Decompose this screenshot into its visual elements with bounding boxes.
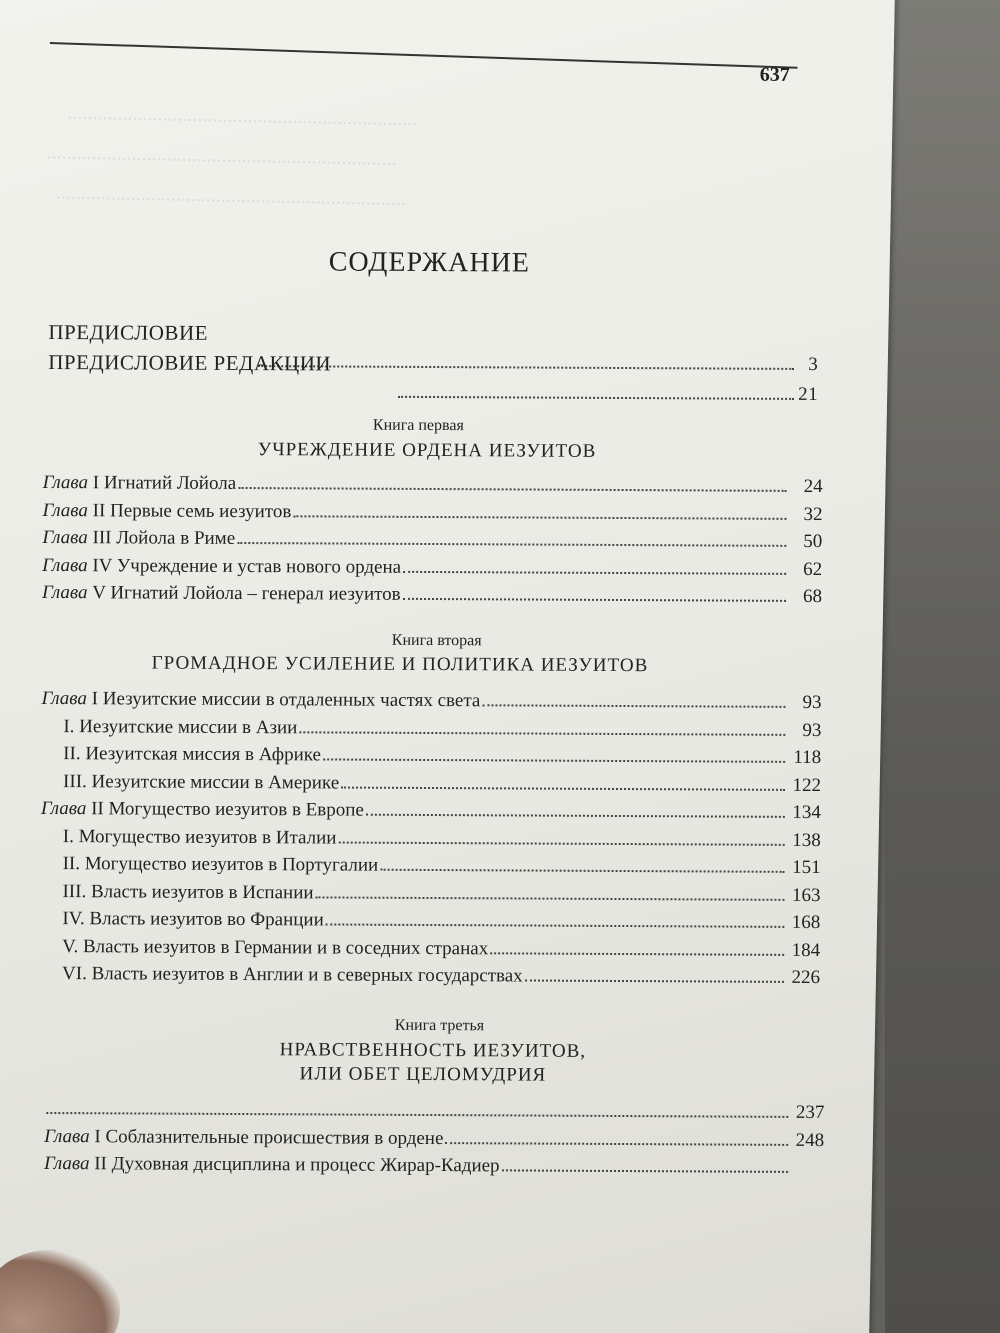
- dot-leader: [299, 731, 785, 736]
- entry-text: IV Учреждение и устав нового ордена: [87, 554, 402, 578]
- toc-title: СОДЕРЖАНИЕ: [328, 246, 531, 279]
- entry-label: [41, 825, 337, 849]
- entry-page: 163: [791, 884, 821, 906]
- entry-prefix: Глава: [42, 499, 88, 521]
- book-1-label: Книга первая: [372, 416, 464, 435]
- toc-subentry[interactable]: [41, 715, 821, 747]
- entry-text: VI. Власть иезуитов в Англии и в северных государствах: [62, 963, 523, 987]
- toc-subentry[interactable]: [40, 880, 820, 912]
- dot-leader: [238, 487, 786, 492]
- dot-leader: [482, 704, 785, 708]
- entry-label: [41, 743, 321, 766]
- entry-text: I Игнатий Лойола: [88, 472, 237, 494]
- entry-page: 237: [795, 1101, 825, 1124]
- entry-prefix: Глава: [44, 1125, 90, 1147]
- entry-prefix: Глава: [44, 1152, 90, 1175]
- entry-label: [42, 499, 291, 522]
- entry-prefix: Глава: [42, 554, 88, 576]
- entry-page: 168: [791, 911, 821, 934]
- dot-leader: [338, 841, 784, 845]
- entry-page: 50: [803, 530, 823, 553]
- entry-page: 134: [792, 801, 821, 824]
- header-rule: [50, 42, 798, 69]
- entry-page: 68: [802, 585, 823, 608]
- toc-entry[interactable]: [42, 582, 822, 614]
- toc-entry[interactable]: [48, 320, 818, 354]
- entry-label: [41, 853, 379, 877]
- entry-label: [42, 527, 235, 550]
- entry-label: [41, 798, 364, 822]
- entry-text: III. Власть иезуитов в Испании: [62, 880, 314, 903]
- entry-prefix: Глава: [41, 687, 87, 710]
- entry-label: [41, 770, 339, 794]
- entry-page: 62: [803, 558, 823, 580]
- entry-page: 122: [792, 774, 822, 796]
- dot-leader: [341, 786, 785, 790]
- book-3-title-line2: ИЛИ ОБЕТ ЦЕЛОМУДРИЯ: [299, 1063, 547, 1086]
- toc-subentry[interactable]: [40, 963, 820, 995]
- toc-subentry[interactable]: [40, 935, 820, 967]
- entry-text: I Иезуитские миссии в отдаленных частях света: [86, 688, 481, 712]
- toc-content: [40, 30, 850, 1333]
- entry-label: [40, 908, 324, 931]
- entry-label: [41, 715, 297, 738]
- book-1-title: УЧРЕЖДЕНИЕ ОРДЕНА ИЕЗУИТОВ: [257, 439, 597, 462]
- entry-text: II Духовная дисциплина и процесс Жирар-Кадиер: [89, 1153, 500, 1177]
- entry-text: V. Власть иезуитов в Германии и в соседних странах: [62, 935, 489, 959]
- toc-entry[interactable]: [44, 1098, 824, 1130]
- dot-leader: [366, 814, 785, 818]
- entry-text: IV. Власть иезуитов во Франции: [62, 908, 324, 931]
- entry-page: 248: [795, 1129, 825, 1151]
- entry-prefix: Глава: [41, 581, 88, 604]
- toc-entry[interactable]: [48, 380, 818, 414]
- entry-prefix: Глава: [42, 471, 89, 494]
- entry-page: 118: [793, 746, 822, 769]
- entry-text: II. Иезуитская миссия в Африке: [63, 743, 322, 766]
- entry-page: 21: [798, 383, 819, 406]
- entry-label: [44, 1125, 443, 1149]
- entry-page: 184: [791, 939, 821, 961]
- entry-page: 138: [792, 829, 821, 851]
- entry-page: 226: [791, 966, 821, 989]
- book-3-title: НРАВСТВЕННОСТЬ ИЕЗУИТОВ,: [279, 1039, 587, 1062]
- entry-label: [42, 554, 401, 578]
- entry-text: V Игнатий Лойола – генерал иезуитов: [87, 582, 401, 605]
- dot-leader: [525, 979, 784, 982]
- entry-page: 24: [803, 475, 823, 498]
- entry-label: [43, 472, 237, 495]
- dot-leader: [502, 1169, 788, 1173]
- entry-prefix: Глава: [40, 797, 87, 820]
- toc-subentry[interactable]: [41, 743, 821, 775]
- entry-text: II Могущество иезуитов в Европе: [86, 798, 364, 821]
- entry-label: [42, 582, 401, 606]
- dot-leader: [403, 598, 786, 602]
- toc-subentry[interactable]: [41, 825, 821, 857]
- entry-text: I. Могущество иезуитов в Италии: [62, 825, 337, 849]
- book-1-chapters: [42, 472, 823, 614]
- entry-page: 3: [808, 353, 819, 376]
- book-page: ...................................................................... ...................................................................... ......................................................................: [0, 0, 895, 1333]
- entry-label: [40, 880, 313, 903]
- entry-page: 32: [803, 503, 823, 525]
- dot-leader: [323, 758, 785, 762]
- entry-page: 93: [802, 691, 822, 714]
- toc-subentry[interactable]: [41, 770, 821, 802]
- entry-label: [44, 1153, 500, 1177]
- entry-prefix: Глава: [42, 526, 88, 549]
- toc-entry[interactable]: [42, 499, 822, 531]
- dot-leader: [445, 1142, 788, 1146]
- book-edge: [885, 0, 1000, 1333]
- entry-page: 93: [802, 719, 822, 741]
- toc-entry[interactable]: [42, 554, 822, 586]
- toc-entry[interactable]: [44, 1153, 824, 1185]
- entry-text: I. Иезуитские миссии в Азии: [63, 715, 298, 738]
- book-2-chapters: [40, 688, 822, 995]
- dot-leader: [398, 396, 794, 400]
- entry-text: II Первые семь иезуитов: [87, 499, 292, 522]
- entry-page: 151: [792, 856, 821, 879]
- toc-entry[interactable]: [43, 472, 823, 504]
- dot-leader: [403, 570, 786, 574]
- entry-text: III. Иезуитские миссии в Америке: [63, 770, 340, 794]
- dot-leader: [316, 896, 785, 900]
- entry-label: [41, 688, 480, 712]
- page-number: 637: [759, 63, 790, 86]
- entry-text: II. Могущество иезуитов в Португалии: [62, 853, 379, 876]
- entry-label: ПРЕДИСЛОВИЕ: [48, 319, 209, 345]
- book-3-label: Книга третья: [394, 1016, 485, 1035]
- dot-leader: [46, 1112, 788, 1118]
- book-2-title: ГРОМАДНОЕ УСИЛЕНИЕ И ПОЛИТИКА ИЕЗУИТОВ: [151, 652, 649, 677]
- entry-label: ПРЕДИСЛОВИЕ РЕДАКЦИИ: [48, 349, 332, 376]
- book-2-label: Книга вторая: [391, 631, 482, 650]
- toc-subentry[interactable]: [40, 908, 820, 940]
- toc-entry[interactable]: [44, 1125, 824, 1157]
- dot-leader: [490, 952, 784, 956]
- entry-text: III Лойола в Риме: [87, 527, 236, 549]
- toc-subentry[interactable]: [41, 853, 821, 885]
- preface-block: [48, 320, 818, 414]
- entry-label: [40, 935, 488, 959]
- toc-entry[interactable]: [42, 527, 822, 559]
- dot-leader: [326, 923, 785, 927]
- book-3-chapters: [44, 1098, 824, 1185]
- dot-leader: [293, 515, 786, 520]
- toc-entry[interactable]: [41, 798, 821, 830]
- toc-entry[interactable]: [41, 688, 821, 720]
- entry-text: I Соблазнительные происшествия в ордене: [89, 1125, 444, 1149]
- dot-leader: [237, 542, 786, 547]
- dot-leader: [380, 869, 784, 873]
- entry-label: [40, 963, 523, 988]
